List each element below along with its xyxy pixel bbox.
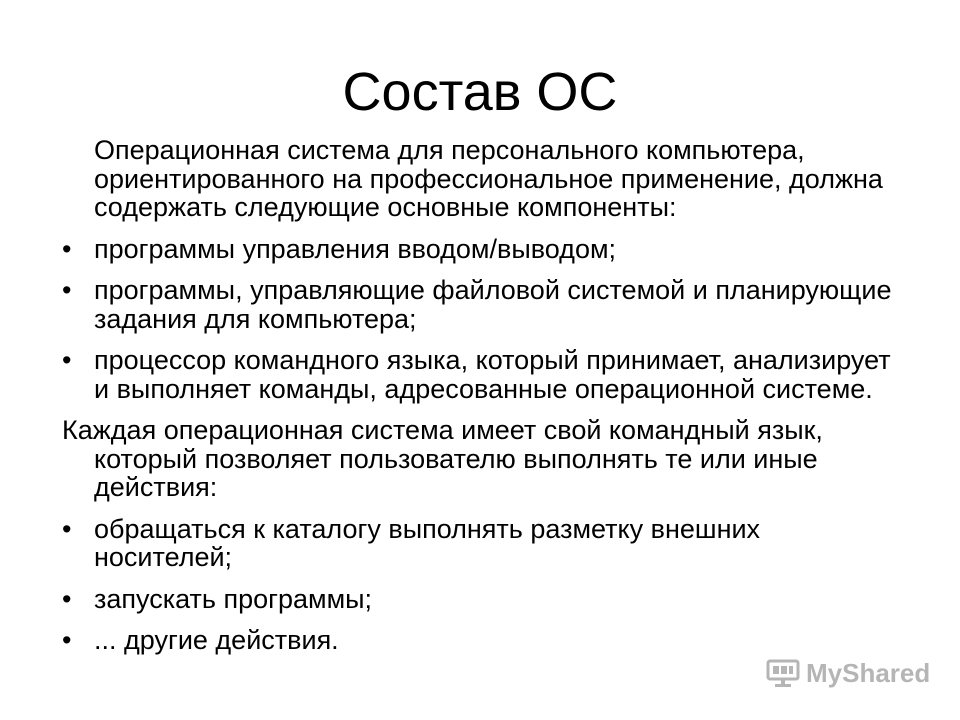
bullet-text: программы управления вводом/выводом; — [94, 233, 617, 264]
watermark-text: MyShared — [806, 657, 931, 688]
watermark — [766, 656, 930, 690]
bullet-text: ... другие действия. — [94, 625, 339, 655]
slide-body — [62, 136, 902, 668]
bullet-text: процессор командного языка, который принимает, анализирует и выполняет команды, адресованные операционной системе. — [94, 345, 891, 404]
middle-text: Каждая операционная система имеет свой командный язык, который позволяет пользователю выполнять те или иные действия: — [62, 415, 823, 502]
bullet-text: программы, управляющие файловой системой и планирующие задания для компьютера; — [94, 275, 892, 334]
bullet-item — [62, 515, 902, 572]
bullet-item — [62, 346, 902, 403]
bullet-marker: • — [62, 345, 72, 375]
bullet-marker: • — [62, 625, 72, 655]
bullet-marker: • — [62, 583, 72, 614]
intro-text: Операционная система для персонального компьютера, ориентированного на профессиональное применение, должна содержать следующие основные компоненты: — [94, 135, 883, 222]
bullet-text: запускать программы; — [94, 583, 373, 614]
presentation-screen-icon — [766, 658, 800, 688]
bullet-text: обращаться к каталогу выполнять разметку внешних носителей; — [94, 513, 761, 572]
middle-paragraph — [62, 416, 902, 502]
bullet-marker: • — [62, 513, 72, 544]
bullet-item — [62, 276, 902, 333]
intro-paragraph — [62, 136, 902, 222]
bullet-item — [62, 585, 902, 614]
bullet-marker: • — [62, 275, 72, 305]
bullet-marker: • — [62, 233, 72, 264]
bullet-item — [62, 626, 902, 655]
slide-title: Состав ОС — [342, 62, 618, 122]
bullet-item — [62, 235, 902, 264]
